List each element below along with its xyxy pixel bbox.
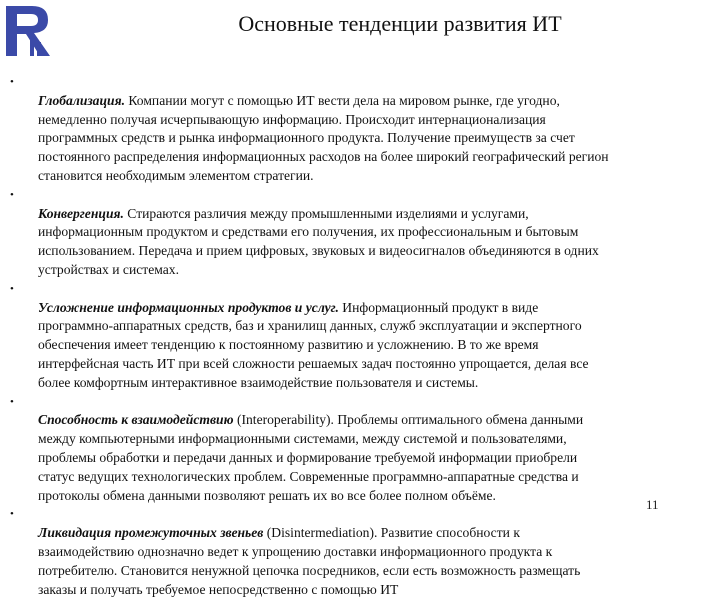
slide-title: Основные тенденции развития ИТ (238, 11, 562, 36)
item-term: Способность к взаимодействию (38, 412, 234, 428)
item-term: Глобализация. (38, 92, 125, 108)
bullet-list (8, 73, 716, 599)
item-term: Ликвидация промежуточных звеньев (38, 525, 264, 541)
university-logo-icon (4, 2, 54, 60)
list-item (8, 73, 716, 186)
item-term: Конвергенция. (38, 205, 124, 221)
item-text: (Disintermediation). Развитие способности к взаимодействию однозначно ведет к упрощению доставки информационного продукта к потребителю. Становится ненужной цепочка посредников, если есть возможность размещать заказы и получать требуемое непосредственно с помощью ИТ (38, 525, 581, 597)
list-item (8, 186, 716, 280)
bullet-icon: • (10, 282, 14, 295)
bullet-icon: • (10, 76, 14, 88)
item-text: Стираются различия между промышленными изделиями и услугами, информационным продуктом и средствами его получения, их профессиональным и бытовым использованием. Передача и прием цифровых, звуковых и видеосигналов объединяются в одних устройствах и системах. (38, 205, 599, 277)
list-item (8, 505, 716, 599)
item-text: Информационный продукт в виде программно-аппаратных средств, баз и хранилищ данных, служб эксплуатации и экспертного обеспечения имеет тенденцию к постоянному развитию и усложнению. В то же время интерфейсная часть ИТ при всей сложности решаемых задач постоянно упрощается, делая все более комфортным интерактивное взаимодействие пользователя и системы. (38, 299, 589, 390)
item-text: (Interoperability). Проблемы оптимального обмена данными между компьютерными информационными системами, между системой и пользователями, проблемы обработки и передачи данных и формирование требуемой информации приобрели статус ведущих технологических проблем. Современные программно-аппаратные средства и протоколы обмена данными позволяют решать их во все более полном объёме. (38, 412, 584, 503)
page-number: 11 (646, 497, 659, 512)
list-item (8, 393, 716, 506)
bullet-icon: • (10, 188, 14, 201)
item-text: Компании могут с помощью ИТ вести дела на мировом рынке, где угодно, немедленно получая исчерпывающую информацию. Происходит интернационализация программных средств и рынка информационного продукта. Получение преимуществ за счет постоянного распределения информационных расходов на более широкий географический регион становится необходимым элементом стратегии. (38, 92, 609, 183)
item-term: Усложнение информационных продуктов и услуг. (38, 299, 339, 315)
bullet-icon: • (10, 508, 14, 521)
list-item (8, 280, 716, 393)
bullet-icon: • (10, 395, 14, 408)
